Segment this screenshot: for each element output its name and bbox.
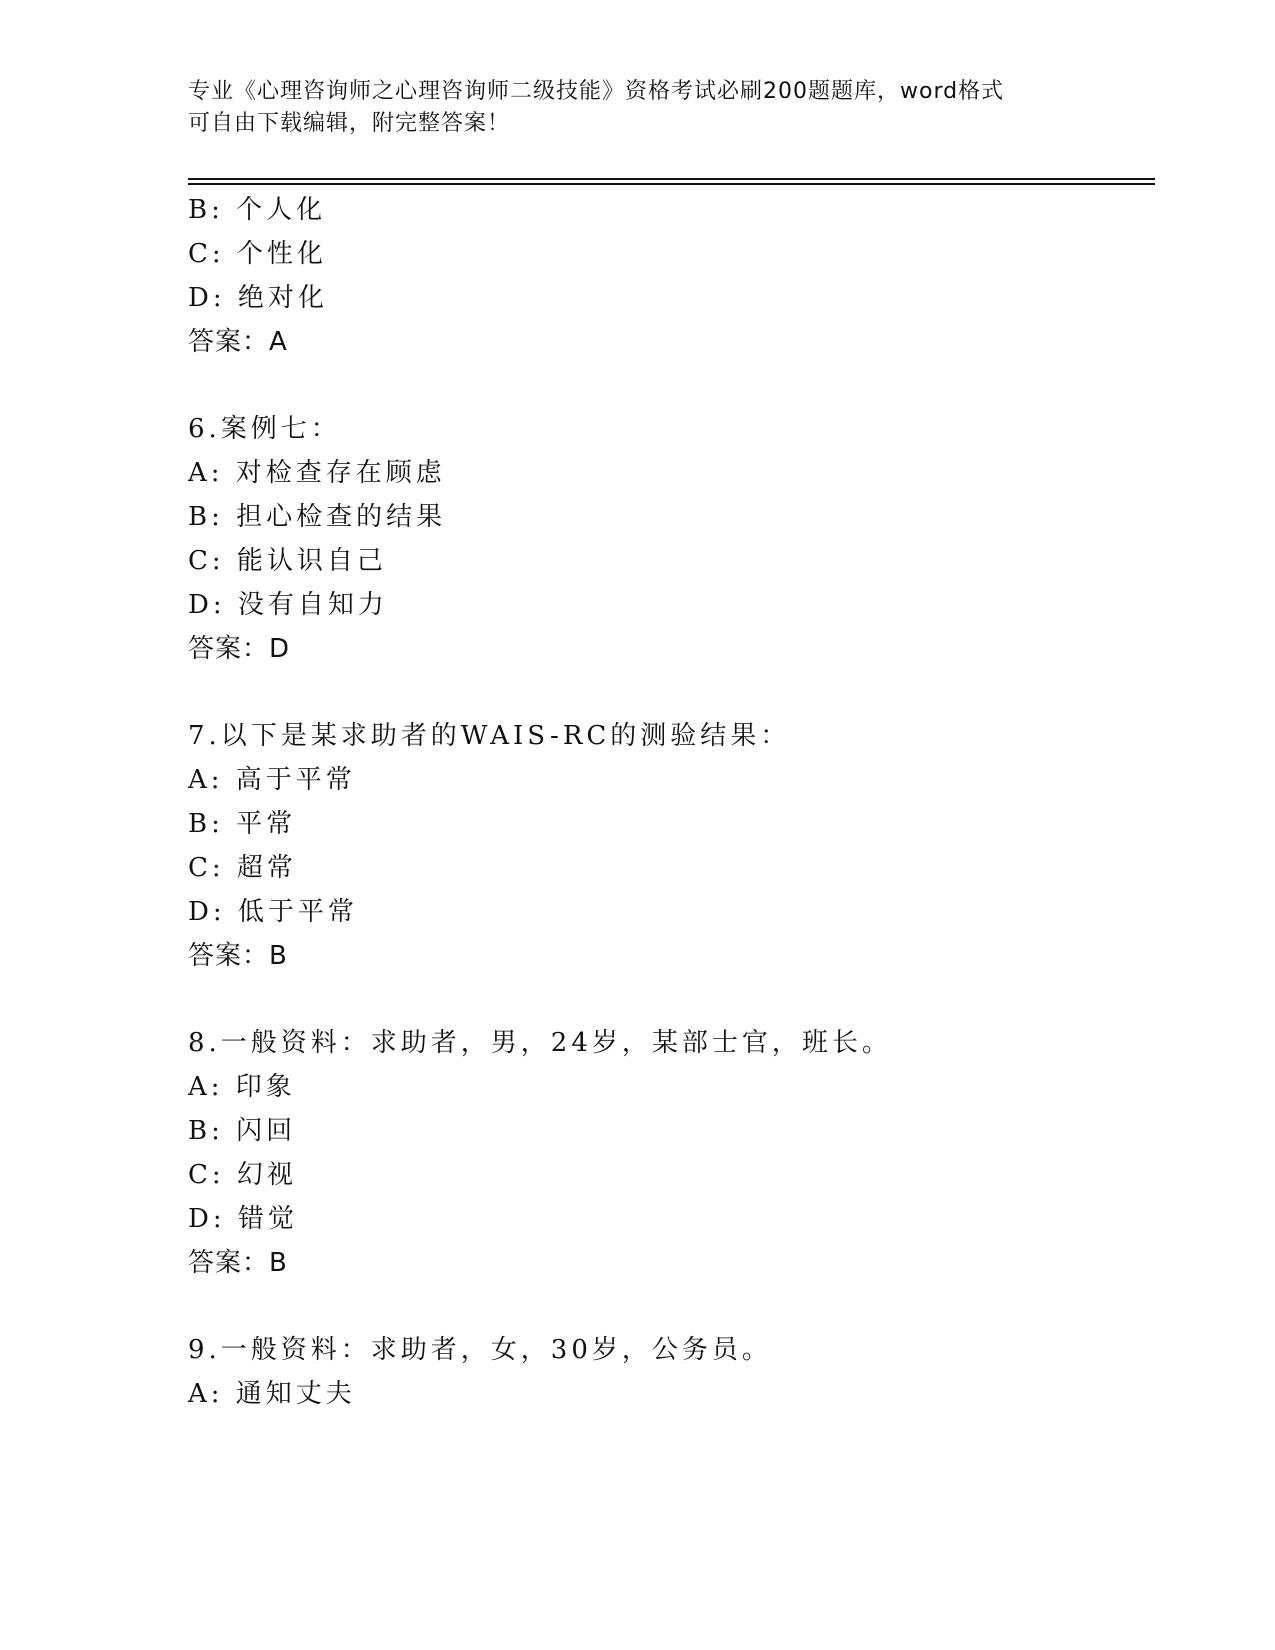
question-stem: 7.以下是某求助者的WAIS-RC的测验结果：	[188, 721, 791, 751]
answer: 答案：B	[188, 1248, 288, 1278]
option-c: C: 能认识自己	[188, 546, 387, 576]
document-header	[188, 76, 1088, 140]
option-c: C: 幻视	[188, 1160, 297, 1190]
answer: 答案：D	[188, 634, 291, 664]
option-a: A: 通知丈夫	[188, 1379, 356, 1409]
option-d: D: 没有自知力	[188, 590, 388, 620]
option-d: D: 错觉	[188, 1204, 298, 1234]
answer: 答案：B	[188, 941, 288, 971]
option-c: C: 个性化	[188, 239, 327, 269]
option-d: D: 低于平常	[188, 897, 358, 927]
header-divider-bottom	[188, 183, 1155, 185]
header-divider-top	[188, 178, 1155, 180]
option-a: A: 高于平常	[188, 765, 356, 795]
option-b: B: 平常	[188, 809, 297, 839]
header-line-1: 专业《心理咨询师之心理咨询师二级技能》资格考试必刷200题题库，word格式	[188, 79, 1005, 104]
option-b: B: 担心检查的结果	[188, 502, 447, 532]
option-a: A: 印象	[188, 1072, 296, 1102]
option-d: D: 绝对化	[188, 283, 328, 313]
option-b: B: 闪回	[188, 1116, 297, 1146]
question-stem: 6.案例七：	[188, 414, 341, 444]
header-line-2: 可自由下载编辑，附完整答案！	[188, 111, 511, 136]
option-c: C: 超常	[188, 853, 297, 883]
option-b: B: 个人化	[188, 195, 327, 225]
answer: 答案：A	[188, 327, 288, 357]
question-stem: 8.一般资料：求助者，男，24岁，某部士官，班长。	[188, 1028, 892, 1058]
option-a: A: 对检查存在顾虑	[188, 458, 446, 488]
question-stem: 9.一般资料：求助者，女，30岁，公务员。	[188, 1335, 772, 1365]
